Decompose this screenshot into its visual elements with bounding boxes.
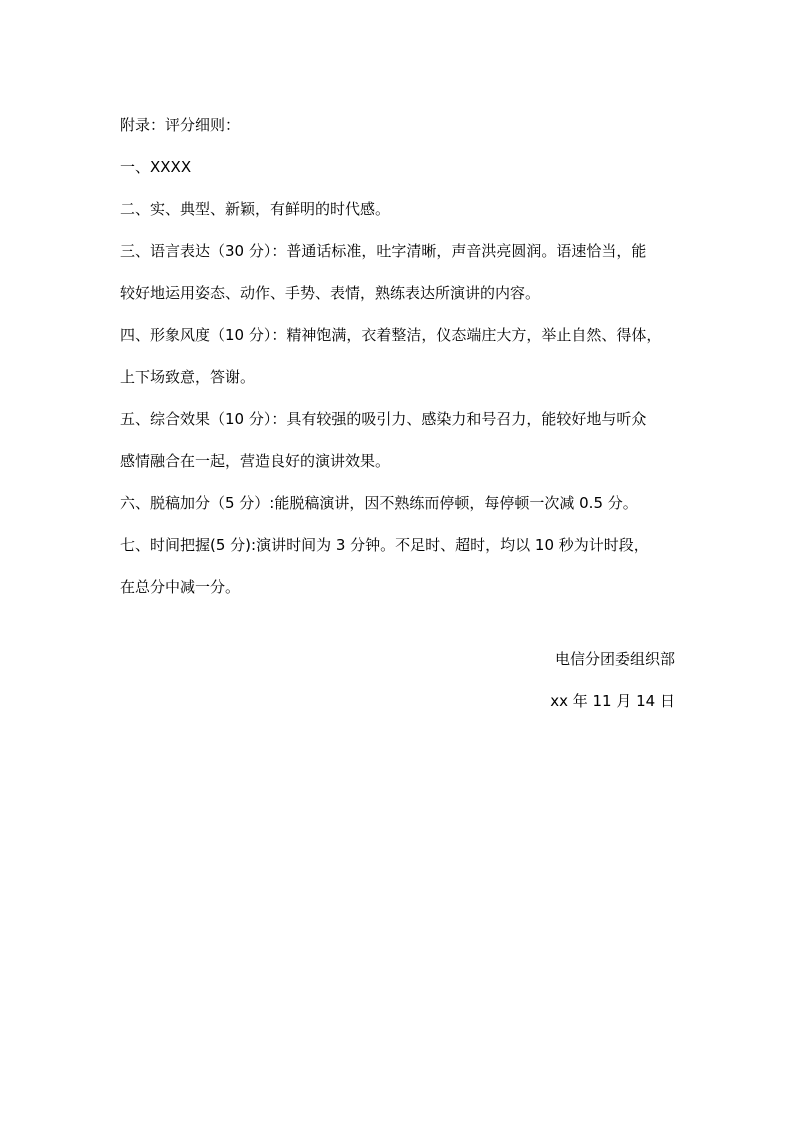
rule-line-4-continued: 上下场致意，答谢。 <box>120 368 256 386</box>
signature-organization: 电信分团委组织部 <box>554 650 675 668</box>
appendix-heading: 附录：评分细则： <box>120 116 241 134</box>
rule-line-7-continued: 在总分中减一分。 <box>120 578 241 596</box>
rule-line-5-continued: 感情融合在一起，营造良好的演讲效果。 <box>120 452 391 470</box>
signature-date: xx 年 11 月 14 日 <box>550 692 675 710</box>
rule-line-6: 六、脱稿加分（5 分）:能脱稿演讲，因不熟练而停顿，每停顿一次减 0.5 分。 <box>120 494 638 512</box>
rule-line-3: 三、语言表达（30 分）：普通话标准，吐字清晰，声音洪亮圆润。语速恰当，能 <box>120 242 647 260</box>
rule-line-3-continued: 较好地运用姿态、动作、手势、表情，熟练表达所演讲的内容。 <box>120 284 541 302</box>
rule-line-1: 一、XXXX <box>120 158 192 176</box>
signature-block <box>550 638 675 722</box>
document-body <box>120 104 676 608</box>
rule-line-5: 五、综合效果（10 分）：具有较强的吸引力、感染力和号召力，能较好地与听众 <box>120 410 647 428</box>
rule-line-7: 七、时间把握(5 分):演讲时间为 3 分钟。不足时、超时，均以 10 秒为计时段， <box>120 536 649 554</box>
rule-line-4: 四、形象风度（10 分）：精神饱满，衣着整洁，仪态端庄大方，举止自然、得体， <box>120 326 662 344</box>
rule-line-2: 二、实、典型、新颖，有鲜明的时代感。 <box>120 200 391 218</box>
